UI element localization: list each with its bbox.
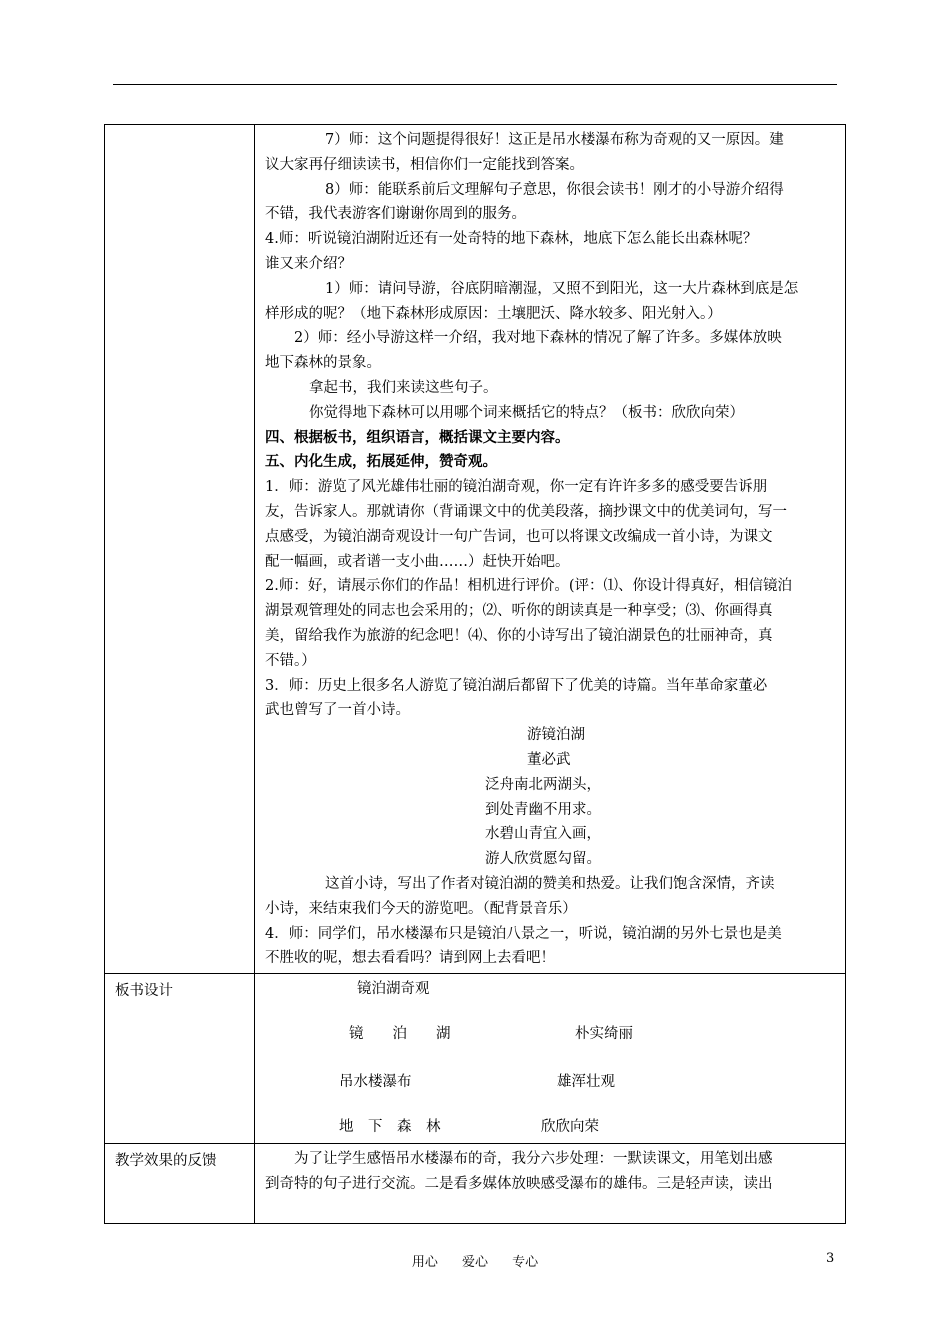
feedback-label: 教学效果的反馈 (105, 1144, 255, 1224)
footer-word: 爱心 (461, 1255, 488, 1270)
lesson-line: 这首小诗，写出了作者对镜泊湖的赞美和热爱。让我们饱含深情，齐读 (325, 875, 775, 892)
lesson-line: 美，留给我作为旅游的纪念吧！⑷、你的小诗写出了镜泊湖景色的壮丽神奇，真 (265, 627, 773, 644)
table-row (105, 1144, 846, 1224)
lesson-line: 泛舟南北两湖头， (485, 776, 601, 793)
feedback-line: 为了让学生感悟吊水楼瀑布的奇，我分六步处理：一默读课文，用笔划出感 (294, 1151, 773, 1168)
feedback-cell (255, 1144, 846, 1224)
lesson-line: 4.师：听说镜泊湖附近还有一处奇特的地下森林，地底下怎么能长出森林呢？ (265, 231, 758, 248)
lesson-line: 游镜泊湖 (527, 727, 585, 744)
lesson-line: 不胜收的呢，想去看看吗？请到网上去看吧！ (265, 950, 555, 967)
lesson-process-cell (255, 125, 846, 974)
lesson-line: 小诗，来结束我们今天的游览吧。（配背景音乐） (265, 900, 577, 917)
table-row (105, 125, 846, 974)
lesson-line: 到处青幽不用求。 (485, 801, 601, 818)
lesson-line: 不错，我代表游客们谢谢你周到的服务。 (265, 206, 526, 223)
lesson-line: 拿起书，我们来读这些句子。 (309, 379, 498, 396)
page-footer (0, 1251, 950, 1270)
header-rule (113, 84, 837, 85)
footer-word: 专心 (512, 1255, 539, 1270)
lesson-line: 湖景观管理处的同志也会采用的；⑵、听你的朗读真是一种享受；⑶、你画得真 (265, 603, 773, 620)
lesson-line: 3．师：历史上很多名人游览了镜泊湖后都留下了优美的诗篇。当年革命家董必 (265, 677, 768, 694)
footer-word: 用心 (411, 1255, 438, 1270)
board-line2-left: 吊水楼瀑布 (339, 1074, 412, 1091)
lesson-line: 配一幅画，或者谱一支小曲……）赶快开始吧。 (265, 553, 570, 570)
board-line3-right: 欣欣向荣 (541, 1119, 599, 1136)
lesson-line: 不错。） (265, 652, 316, 669)
lesson-line: 你觉得地下森林可以用哪个词来概括它的特点？（板书：欣欣向荣） (309, 404, 744, 421)
lesson-line: 五、内化生成，拓展延伸，赞奇观。 (265, 453, 497, 471)
lesson-line: 点感受，为镜泊湖奇观设计一句广告词，也可以将课文改编成一首小诗，为课文 (265, 528, 773, 545)
lesson-line: 7）师：这个问题提得很好！这正是吊水楼瀑布称为奇观的又一原因。建 (325, 132, 784, 148)
board-label: 板书设计 (105, 974, 255, 1144)
feedback-line: 到奇特的句子进行交流。二是看多媒体放映感受瀑布的雄伟。三是轻声读，读出 (265, 1175, 773, 1192)
page-number: 3 (826, 1251, 835, 1266)
lesson-line: 武也曾写了一首小诗。 (265, 702, 410, 719)
board-line1-right: 朴实绮丽 (575, 1026, 633, 1043)
lesson-line: 2.师：好，请展示你们的作品！相机进行评价。(评：⑴、你设计得真好，相信镜泊 (265, 578, 792, 595)
board-title: 镜泊湖奇观 (357, 981, 430, 998)
table-row (105, 974, 846, 1144)
lesson-line: 游人欣赏愿勾留。 (485, 851, 601, 868)
board-design-cell (255, 974, 846, 1144)
lesson-plan-table (104, 124, 846, 1224)
lesson-line: 友，告诉家人。那就请你（背诵课文中的优美段落，摘抄课文中的优美词句，写一 (265, 503, 787, 520)
lesson-line: 2）师：经小导游这样一介绍，我对地下森林的情况了解了许多。多媒体放映 (294, 330, 782, 347)
board-design (265, 977, 839, 1141)
empty-label-cell (105, 125, 255, 974)
lesson-line: 1）师：请问导游，谷底阴暗潮湿，又照不到阳光，这一大片森林到底是怎 (325, 280, 799, 297)
board-line1-left: 镜 泊 湖 (349, 1026, 451, 1043)
lesson-line: 4．师：同学们，吊水楼瀑布只是镜泊八景之一，听说，镜泊湖的另外七景也是美 (265, 925, 782, 942)
board-line3-left: 地 下 森 林 (339, 1119, 441, 1136)
lesson-line: 谁又来介绍？ (265, 255, 352, 272)
board-line2-right: 雄浑壮观 (557, 1074, 615, 1091)
lesson-line: 四、根据板书，组织语言，概括课文主要内容。 (265, 428, 570, 446)
lesson-line: 董必武 (527, 751, 571, 768)
lesson-line: 议大家再仔细读读书，相信你们一定能找到答案。 (265, 156, 584, 173)
lesson-line: 1．师：游览了风光雄伟壮丽的镜泊湖奇观，你一定有许许多多的感受要告诉朋 (265, 479, 768, 496)
lesson-line: 样形成的呢？（地下森林形成原因：土壤肥沃、降水较多、阳光射入。） (265, 305, 722, 322)
lesson-line: 水碧山青宜入画， (485, 826, 601, 843)
lesson-line: 8）师：能联系前后文理解句子意思，你很会读书！刚才的小导游介绍得 (325, 181, 784, 198)
lesson-line: 地下森林的景象。 (265, 355, 381, 372)
